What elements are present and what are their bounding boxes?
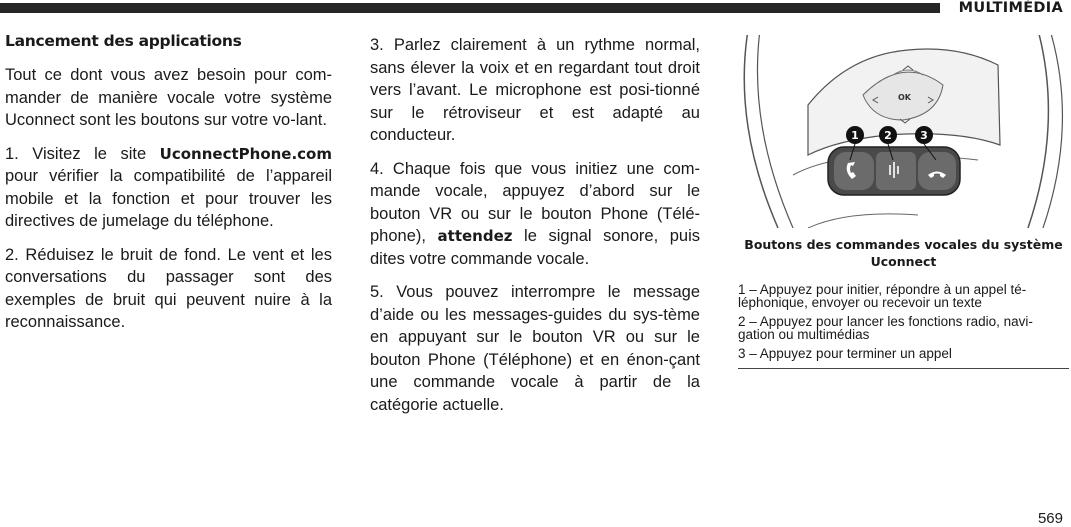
legend-item-2: 2 – Appuyez pour lancer les fonctions radio, navi-gation ou multimédias [738, 314, 1033, 342]
callout-1: 1 [851, 129, 859, 142]
legend-rule [738, 368, 1069, 369]
page-number: 569 [1037, 510, 1063, 527]
legend-item-1: 1 – Appuyez pour initier, répondre à un appel té-léphonique, envoyer ou recevoir un texte [738, 282, 1027, 310]
callout-3: 3 [920, 129, 928, 142]
phone-button [834, 152, 874, 190]
steering-wheel-illustration [738, 35, 1069, 228]
step-1 [5, 143, 332, 233]
step-4-text: 4. Chaque fois que vous initiez une com-mande vocale, appuyez d’abord sur le bouton VR ou sur le bouton Phone (Télé-phone), [370, 159, 700, 245]
figure-caption: Boutons des commandes vocales du système Uconnect [744, 237, 1063, 269]
section-heading: Lancement des applications [5, 32, 242, 50]
column-left [5, 30, 332, 345]
intro-paragraph: Tout ce dont vous avez besoin pour com-mander de manière vocale votre système Uconnect sont les boutons sur votre vo-lant. [5, 66, 332, 129]
step-1-text: 1. Visitez le site [5, 144, 160, 163]
step-3: 3. Parlez clairement à un rythme normal, sans élever la voix et en regardant tout droit vers l’avant. Le microphone est posi-tionné sur le rétroviseur et est adapté au conducteur. [370, 36, 700, 144]
step-4-bold: attendez [437, 227, 513, 245]
legend-item-3: 3 – Appuyez pour terminer un appel [738, 346, 952, 361]
uconnect-website-link[interactable]: UconnectPhone.com [159, 144, 332, 163]
ok-button-label: OK [898, 93, 911, 102]
vr-button [876, 152, 916, 190]
step-4 [370, 158, 700, 271]
step-2: 2. Réduisez le bruit de fond. Le vent et les conversations du passager sont des exemples de bruit qui peuvent nuire à la reconnaissance. [5, 245, 332, 331]
step-1-text-end: pour vérifier la compatibilité de l’appareil mobile et la fonction et pour trouver les directives de jumelage du téléphone. [5, 167, 332, 230]
section-title: MULTIMÉDIA [958, 0, 1063, 16]
end-call-button [918, 152, 956, 190]
steering-wheel-figure [738, 35, 1069, 228]
step-5: 5. Vous pouvez interrompre le message d’aide ou les messages-guides du sys-tème en appuyant sur le bouton VR ou sur le bouton Phone (Téléphone) et en énon-çant une commande vocale à partir de la catégorie actuelle. [370, 283, 700, 414]
header-rule [0, 3, 940, 13]
figure-legend [738, 284, 1069, 368]
column-middle [370, 34, 700, 427]
step-4-text-end: le signal sonore, puis dites votre commande vocale. [370, 227, 700, 268]
callout-2: 2 [884, 129, 892, 142]
